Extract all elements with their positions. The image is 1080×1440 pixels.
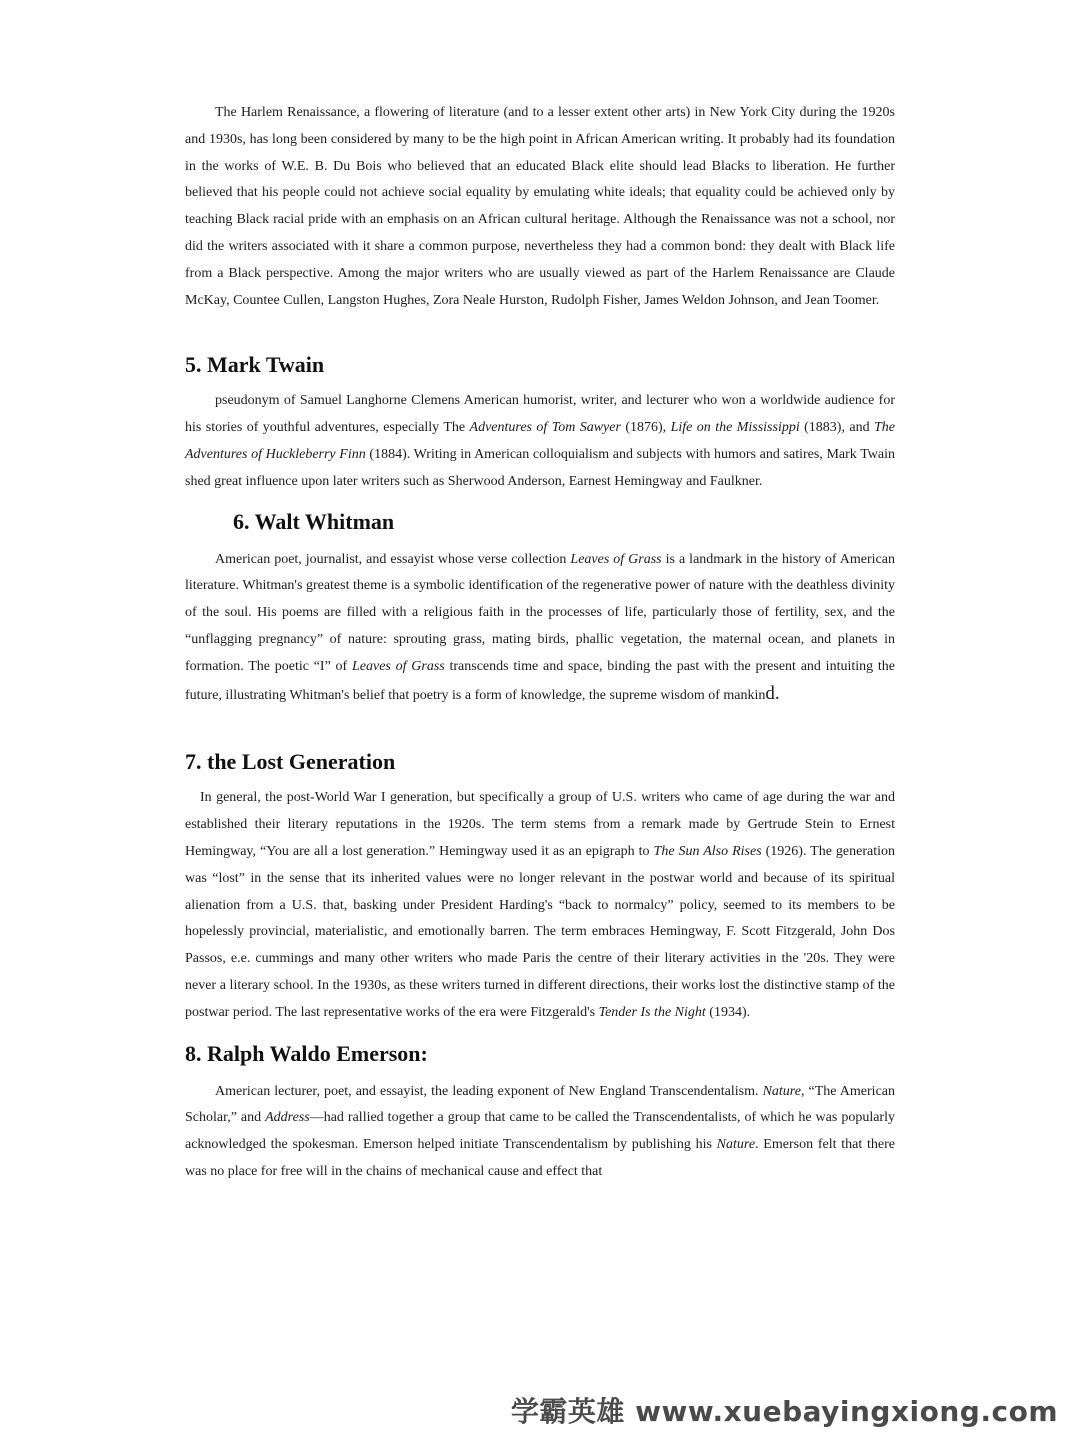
walt-whitman-paragraph: American poet, journalist, and essayist whose verse collection Leaves of Grass is a landmark in the history of American literature. Whitman's greatest theme is a symbolic identification of the regenerative power of nature with the deathless divinity of the soul. His poems are filled with a religious faith in the processes of life, particularly those of fertility, sex, and the “unflagging pregnancy” of nature: sprouting grass, mating birds, phallic vegetation, the maternal ocean, and planets in formation. The poetic “I” of Leaves of Grass transcends time and space, binding the past with the present and intuiting the future, illustrating Whitman's belief that poetry is a form of knowledge, the supreme wisdom of mankind. <box>185 551 895 704</box>
harlem-renaissance-paragraph: The Harlem Renaissance, a flowering of literature (and to a lesser extent other arts) in New York City during the 1920s and 1930s, has long been considered by many to be the high point in African American writing. It probably had its foundation in the works of W.E. B. Du Bois who believed that an educated Black elite should lead Blacks to liberation. He further believed that his people could not achieve social equality by emulating white ideals; that equality could be achieved only by teaching Black racial pride with an emphasis on an African cultural heritage. Although the Renaissance was not a school, nor did the writers associated with it share a common purpose, nevertheless they had a common bond: they dealt with Black life from a Black perspective. Among the major writers who are usually viewed as part of the Harlem Renaissance are Claude McKay, Countee Cullen, Langston Hughes, Zora Neale Hurston, Rudolph Fisher, James Weldon Johnson, and Jean Toomer. <box>185 105 895 308</box>
mark-twain-paragraph: pseudonym of Samuel Langhorne Clemens American humorist, writer, and lecturer who won a worldwide audience for his stories of youthful adventures, especially The Adventures of Tom Sawyer (1876), Life on the Mississippi (1883), and The Adventures of Huckleberry Finn (1884). Writing in American colloquialism and subjects with humors and satires, Mark Twain shed great influence upon later writers such as Sherwood Anderson, Earnest Hemingway and Faulkner. <box>185 393 896 489</box>
heading-lost-generation: 7. the Lost Generation <box>185 749 396 775</box>
site-watermark: 学霸英雄 www.xuebayingxiong.com <box>510 1395 1058 1428</box>
heading-mark-twain: 5. Mark Twain <box>185 352 325 378</box>
lost-generation-paragraph: In general, the post-World War I generation, but specifically a group of U.S. writers who came of age during the war and established their literary reputations in the 1920s. The term stems from a remark made by Gertrude Stein to Ernest Hemingway, “You are all a lost generation.” Hemingway used it as an epigraph to The Sun Also Rises (1926). The generation was “lost” in the sense that its inherited values were no longer relevant in the postwar world and because of its spiritual alienation from a U.S. that, basking under President Harding's “back to normalcy” policy, seemed to its members to be hopelessly provincial, materialistic, and emotionally barren. The term embraces Hemingway, F. Scott Fitzgerald, John Dos Passos, e.e. cummings and many other writers who made Paris the centre of their literary activities in the '20s. They were never a literary school. In the 1930s, as these writers turned in different directions, their works lost the distinctive stamp of the postwar period. The last representative works of the era were Fitzgerald's Tender Is the Night (1934). <box>185 790 895 1020</box>
document-page <box>185 100 895 1186</box>
heading-ralph-waldo-emerson: 8. Ralph Waldo Emerson: <box>185 1040 428 1066</box>
heading-walt-whitman: 6. Walt Whitman <box>233 508 395 534</box>
ralph-waldo-emerson-paragraph: American lecturer, poet, and essayist, the leading exponent of New England Transcendentalism. Nature, “The American Scholar,” and Address—had rallied together a group that came to be called the Transcendentalists, of which he was popularly acknowledged the spokesman. Emerson helped initiate Transcendentalism by publishing his Nature. Emerson felt that there was no place for free will in the chains of mechanical cause and effect that <box>185 1083 895 1179</box>
